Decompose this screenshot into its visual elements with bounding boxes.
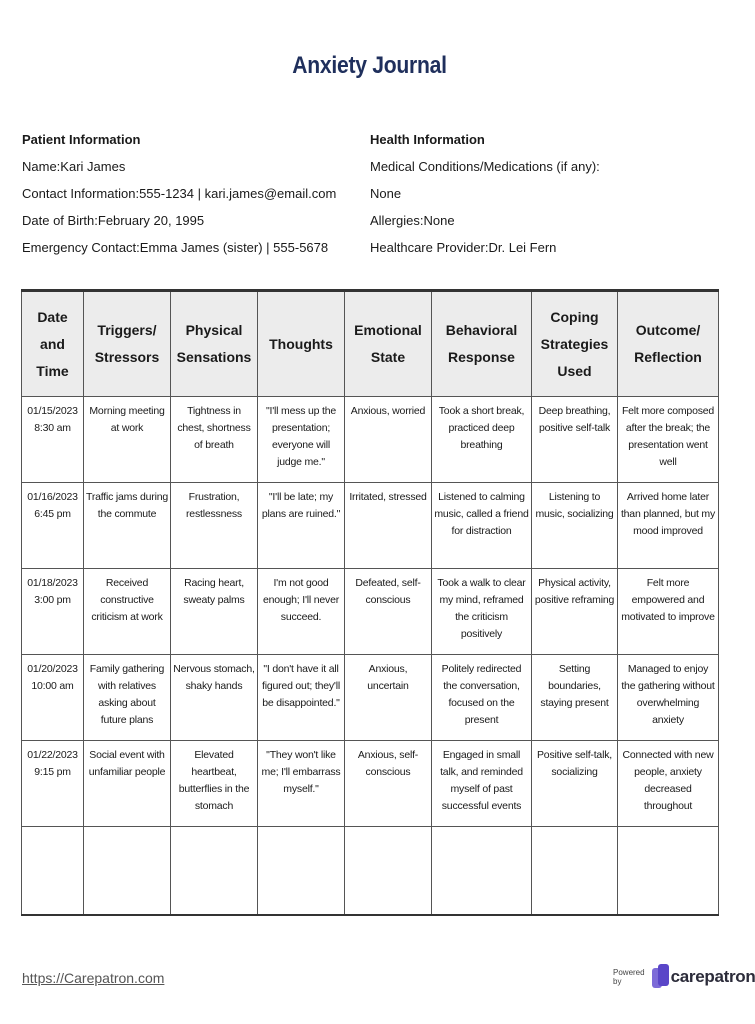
table-cell: Morning meeting at work xyxy=(84,397,171,483)
table-cell: Managed to enjoy the gathering without overwhelming anxiety xyxy=(618,655,719,741)
table-cell: Anxious, uncertain xyxy=(345,655,432,741)
column-header: Coping Strategies Used xyxy=(532,291,618,397)
table-cell: "I'll be late; my plans are ruined." xyxy=(258,483,345,569)
table-cell: 01/20/2023 10:00 am xyxy=(22,655,84,741)
table-row xyxy=(22,741,719,827)
health-info-heading: Health Information xyxy=(370,132,485,147)
column-header: Thoughts xyxy=(258,291,345,397)
table-cell: Received constructive criticism at work xyxy=(84,569,171,655)
column-header: Physical Sensations xyxy=(171,291,258,397)
table-cell: Anxious, worried xyxy=(345,397,432,483)
contact-row xyxy=(22,180,352,207)
table-cell: I'm not good enough; I'll never succeed. xyxy=(258,569,345,655)
table-row-empty xyxy=(22,827,719,915)
allergies-row xyxy=(370,207,710,234)
powered-by-carepatron xyxy=(613,964,755,990)
patient-name: Kari James xyxy=(60,159,126,174)
table-cell: Traffic jams during the commute xyxy=(84,483,171,569)
table-cell: 01/15/2023 8:30 am xyxy=(22,397,84,483)
table-cell: Irritated, stressed xyxy=(345,483,432,569)
table-cell-empty xyxy=(345,827,432,915)
emergency-label: Emergency Contact: xyxy=(22,240,140,255)
table-row xyxy=(22,483,719,569)
table-cell-empty xyxy=(432,827,532,915)
dob-label: Date of Birth: xyxy=(22,213,98,228)
table-cell: Positive self-talk, socializing xyxy=(532,741,618,827)
journal-table xyxy=(21,289,719,916)
table-cell: Listened to calming music, called a friend for distraction xyxy=(432,483,532,569)
provider-row xyxy=(370,234,710,261)
provider-value: Dr. Lei Fern xyxy=(488,240,557,255)
table-cell: Anxious, self-conscious xyxy=(345,741,432,827)
column-header: Behavioral Response xyxy=(432,291,532,397)
table-cell: Family gathering with relatives asking about future plans xyxy=(84,655,171,741)
table-cell-empty xyxy=(84,827,171,915)
column-header: Triggers/ Stressors xyxy=(84,291,171,397)
patient-info-heading: Patient Information xyxy=(22,132,141,147)
emergency-value: Emma James (sister) | 555-5678 xyxy=(139,240,329,255)
emergency-contact-row xyxy=(22,234,352,261)
allergies-label: Allergies: xyxy=(370,213,424,228)
table-cell: 01/22/2023 9:15 pm xyxy=(22,741,84,827)
contact-label: Contact Information: xyxy=(22,186,140,201)
health-information xyxy=(370,126,710,261)
allergies-value: None xyxy=(423,213,455,228)
provider-label: Healthcare Provider: xyxy=(370,240,489,255)
table-row xyxy=(22,655,719,741)
table-cell-empty xyxy=(171,827,258,915)
table-row xyxy=(22,397,719,483)
table-cell: Deep breathing, positive self-talk xyxy=(532,397,618,483)
table-cell: Arrived home later than planned, but my mood improved xyxy=(618,483,719,569)
table-cell: Connected with new people, anxiety decreased throughout xyxy=(618,741,719,827)
table-cell: 01/18/2023 3:00 pm xyxy=(22,569,84,655)
conditions-label: Medical Conditions/Medications (if any): xyxy=(370,159,600,174)
carepatron-brand: carepatron xyxy=(670,967,755,986)
table-cell: "I'll mess up the presentation; everyone will judge me." xyxy=(258,397,345,483)
table-cell-empty xyxy=(258,827,345,915)
table-cell: Social event with unfamiliar people xyxy=(84,741,171,827)
column-header: Date and Time xyxy=(22,291,84,397)
table-cell: "They won't like me; I'll embarrass myself." xyxy=(258,741,345,827)
table-cell: Nervous stomach, shaky hands xyxy=(171,655,258,741)
page-title: Anxiety Journal xyxy=(292,52,447,79)
table-cell: Engaged in small talk, and reminded myself of past successful events xyxy=(432,741,532,827)
table-cell-empty xyxy=(618,827,719,915)
table-cell: Elevated heartbeat, butterflies in the stomach xyxy=(171,741,258,827)
table-cell: Racing heart, sweaty palms xyxy=(171,569,258,655)
powered-by-label: Powered by xyxy=(613,968,645,986)
name-label: Name: xyxy=(22,159,61,174)
dob-value: February 20, 1995 xyxy=(97,213,205,228)
table-cell: Tightness in chest, shortness of breath xyxy=(171,397,258,483)
table-cell: Took a short break, practiced deep breathing xyxy=(432,397,532,483)
contact-value: 555-1234 | kari.james@email.com xyxy=(139,186,337,201)
table-cell: Felt more empowered and motivated to improve xyxy=(618,569,719,655)
table-cell: Politely redirected the conversation, focused on the present xyxy=(432,655,532,741)
column-header: Emotional State xyxy=(345,291,432,397)
dob-row xyxy=(22,207,352,234)
table-cell: Physical activity, positive reframing xyxy=(532,569,618,655)
table-cell: Frustration, restlessness xyxy=(171,483,258,569)
patient-information xyxy=(22,126,352,261)
table-cell: Felt more composed after the break; the presentation went well xyxy=(618,397,719,483)
table-cell-empty xyxy=(532,827,618,915)
table-cell: Defeated, self-conscious xyxy=(345,569,432,655)
table-cell: "I don't have it all figured out; they'll be disappointed." xyxy=(258,655,345,741)
column-header: Outcome/ Reflection xyxy=(618,291,719,397)
table-cell: Listening to music, socializing xyxy=(532,483,618,569)
carepatron-link[interactable]: https://Carepatron.com xyxy=(22,970,165,986)
conditions-value: None xyxy=(370,186,402,201)
carepatron-logo-icon xyxy=(652,964,667,990)
table-cell: Setting boundaries, staying present xyxy=(532,655,618,741)
patient-name-row xyxy=(22,153,352,180)
table-cell: Took a walk to clear my mind, reframed the criticism positively xyxy=(432,569,532,655)
table-row xyxy=(22,569,719,655)
table-cell-empty xyxy=(22,827,84,915)
table-header-row xyxy=(22,291,719,397)
table-cell: 01/16/2023 6:45 pm xyxy=(22,483,84,569)
